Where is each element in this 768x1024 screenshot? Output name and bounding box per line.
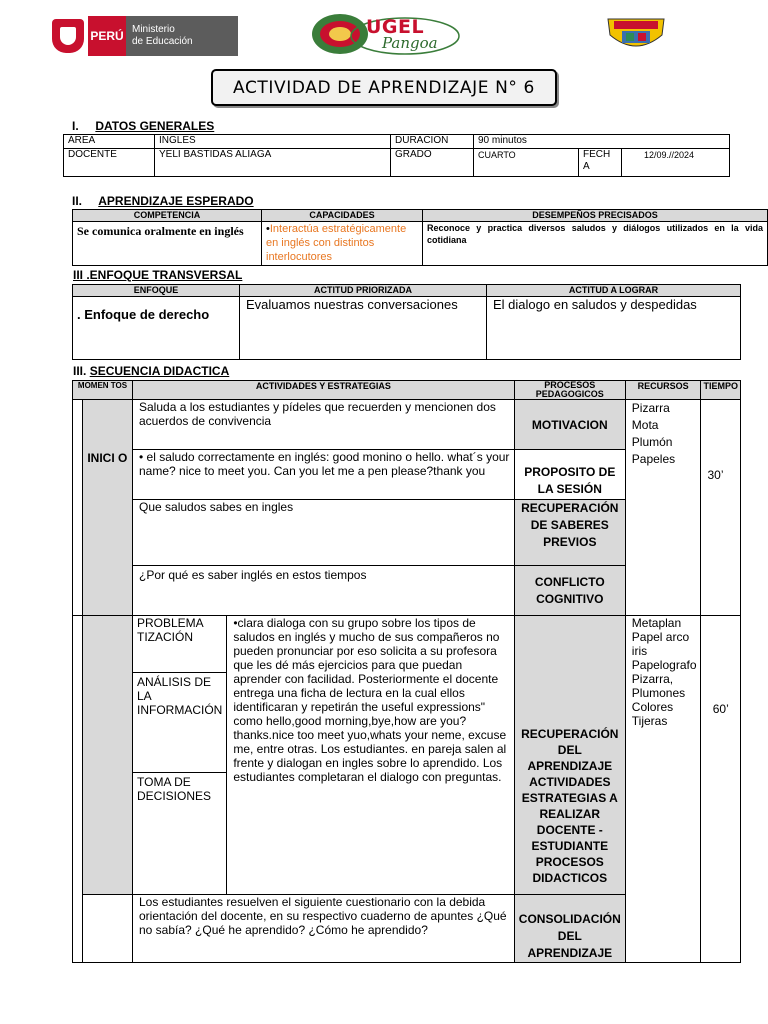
desarrollo-actividad [227,616,514,895]
col-desempenos: DESEMPEÑOS PRECISADOS [423,210,768,222]
ugel-subtitle: Pangoa [382,34,438,52]
duracion-value: 90 minutos [474,135,730,149]
docente-value: YELI BASTIDAS ALIAGA [155,149,391,177]
area-label: ÁREA [64,135,155,149]
section-number: II. [72,194,83,208]
ministry-line2: de Educación [132,36,193,47]
col-actitud-priorizada: ACTITUD PRIORIZADA [240,285,487,297]
col-competencia: COMPETENCIA [73,210,262,222]
sub-problematizacion: PROBLEMA TIZACIÓN [133,616,227,673]
section-aprendizaje-heading [72,194,254,208]
inicio-actividad-1: Saluda a los estudiantes y pídeles que recuerden y mencionen dos acuerdos de convivencia [133,400,515,450]
section-title: SECUENCIA DIDACTICA [89,364,230,378]
section-number: III. [73,364,87,378]
section-title: DATOS GENERALES [95,119,215,133]
inicio-actividad-4: ¿Por qué es saber inglés en estos tiempos [133,566,515,616]
capacidad-cell [262,222,423,266]
col-tiempo: TIEMPO [701,381,741,400]
grado-label: GRADO [391,149,474,177]
margin-cell [82,895,132,963]
section-number: I. [72,119,79,133]
ugel-title: UGEL [366,16,425,38]
datos-table [63,134,730,177]
cierre-actividad: Los estudiantes resuelven el siguiente cuestionario con la debida orientación del docente, en su respectivo cuaderno de apuntes ¿Qué no sabía? ¿Qué he aprendido? ¿Cómo he aprendido? [133,895,515,963]
inicio-label: INICI O [82,400,132,616]
section-secuencia-heading [73,364,229,378]
enfoque-cell: . Enfoque de derecho [73,297,240,360]
col-actividades: ACTIVIDADES Y ESTRATEGIAS [133,381,515,400]
actividad-text: clara dialoga con su grupo sobre los tipos de saludos en inglés y mucho de sus compañeros no pueden pronunciar por eso solicita a su profesora que les dé más ejercicios para que puedan aprender con facilidad. Posteriormente el docente entrega una ficha de lectura en la cual ellos identificaran y repetirán the useful expressions" como hello,good morning,bye,how are you?thanks.nice too meet yuo,whats your neme, excuse me, entre otras. Los estudiantes. en pareja salen al frente y dialogan en ingles sobre lo aprendido. Los estudiantes completaran el dialogo con preguntas. [233,616,507,784]
margin-cell [73,616,83,963]
desempeno-cell: Reconoce y practica diversos saludos y diálogos utilizados en la vida cotidiana [423,222,768,266]
desarrollo-proceso: RECUPERACIÓN DEL APRENDIZAJE ACTIVIDADES ESTRATEGIAS A REALIZAR DOCENTE - ESTUDIANTE PROCESOS DIDACTICOS [514,616,625,895]
col-actitud-lograr: ACTITUD A LOGRAR [487,285,741,297]
col-recursos: RECURSOS [625,381,701,400]
recurso-item: Plumón [631,435,673,449]
recurso-item: Papeles [631,452,676,466]
section-title: III .ENFOQUE TRANSVERSAL [73,268,243,282]
section-title: APRENDIZAJE ESPERADO [98,194,254,208]
ministry-line1: Ministerio [132,24,175,35]
section-enfoque-heading [73,268,242,282]
inicio-proceso-3: RECUPERACIÓN DE SABERES PREVIOS [514,500,625,566]
col-momentos: MOMEN TOS [73,381,133,400]
inicio-actividad-2 [133,450,515,500]
col-enfoque: ENFOQUE [73,285,240,297]
ministry-name [126,16,238,56]
recurso-item: Mota [631,418,659,432]
desarrollo-tiempo: 60’ [701,616,741,963]
capacidad-text: Interactúa estratégicamente en inglés con distintos interlocutores [266,223,407,263]
bullet-icon: • [233,616,238,630]
bullet-icon: • [139,450,144,464]
actitud-cell: Evaluamos nuestras conversaciones [240,297,487,360]
docente-label: DOCENTE [64,149,155,177]
col-capacidades: CAPACIDADES [262,210,423,222]
enfoque-table [72,284,741,360]
actividad-text: el saludo correctamente en inglés: good monino o hello. what´s your name? nice to meet you. Can you let me a pen please?thank you [139,450,510,478]
inicio-proceso-4: CONFLICTO COGNITIVO [514,566,625,616]
fecha-value: 12/09.//2024 [622,149,730,177]
inicio-proceso-2: PROPOSITO DE LA SESIÓN [514,450,625,500]
desarrollo-label-cell [82,616,132,895]
minedu-logo [52,16,238,56]
margin-cell [73,400,83,616]
duracion-label: DURACION [391,135,474,149]
inicio-recursos [625,400,701,616]
cierre-proceso: CONSOLIDACIÓN DEL APRENDIZAJE [514,895,625,963]
secuencia-table [72,380,741,963]
area-value: INGLES [155,135,391,149]
aprendizaje-table [72,209,768,266]
inicio-tiempo: 30’ [701,400,741,616]
inicio-actividad-3: Que saludos sabes en ingles [133,500,515,566]
section-datos-heading [72,119,214,133]
peru-shield-icon [52,19,84,53]
fecha-label: FECH A [579,149,622,177]
col-procesos: PROCESOS PEDAGOGICOS [514,381,625,400]
school-emblem-icon [604,13,668,53]
desarrollo-recursos: Metaplan Papel arco iris Papelografo Pizarra, Plumones Colores Tijeras [625,616,701,963]
sub-toma-decisiones: TOMA DE DECISIONES [133,773,227,895]
recurso-item: Pizarra [631,401,670,415]
bullet-icon: • [266,223,270,235]
sub-analisis: ANÁLISIS DE LA INFORMACIÓN [133,673,227,773]
page-title: ACTIVIDAD DE APRENDIZAJE N° 6 [211,69,557,106]
lograr-cell: El dialogo en saludos y despedidas [487,297,741,360]
peru-label: PERÚ [88,16,126,56]
grado-value: CUARTO [474,149,579,177]
inicio-proceso-1: MOTIVACION [514,400,625,450]
ugel-logo [310,10,460,56]
competencia-cell: Se comunica oralmente en inglés [73,222,262,266]
